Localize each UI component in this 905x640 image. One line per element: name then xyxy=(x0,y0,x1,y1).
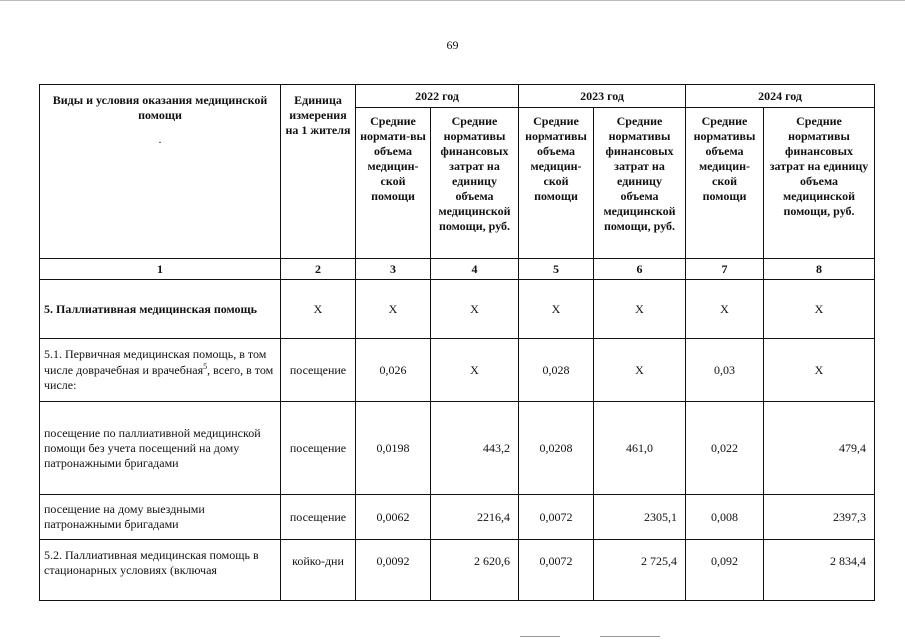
column-number: 1 xyxy=(40,259,281,280)
column-number: 3 xyxy=(356,259,431,280)
cell-unit: койко-дни xyxy=(281,540,356,601)
cell-value: X xyxy=(519,280,594,339)
cell-value: 2 725,4 xyxy=(594,540,686,601)
cell-value: 0,026 xyxy=(356,339,431,402)
cell-value: 2397,3 xyxy=(764,495,875,540)
header-year-2023: 2023 год xyxy=(519,85,686,108)
cell-value: X xyxy=(594,339,686,402)
header-care-type xyxy=(40,85,281,259)
scan-mark xyxy=(520,636,560,637)
cell-value: 2305,1 xyxy=(594,495,686,540)
column-number: 8 xyxy=(764,259,875,280)
cell-value: 0,028 xyxy=(519,339,594,402)
column-number: 2 xyxy=(281,259,356,280)
header-care-type-dot: · xyxy=(158,135,162,149)
header-year-2024: 2024 год xyxy=(686,85,875,108)
header-cost-2023: Средние нормативы финансовых затрат на единицу объема медицинской помощи, руб. xyxy=(594,108,686,259)
row-label: посещение по паллиативной медицинской помощи без учета посещений на дому патронажными бригадами xyxy=(40,402,281,495)
cell-unit: посещение xyxy=(281,402,356,495)
scan-mark xyxy=(600,636,660,637)
table-row xyxy=(40,495,875,540)
cell-value: 0,022 xyxy=(686,402,764,495)
cell-value: 0,0208 xyxy=(519,402,594,495)
cell-value: 0,0072 xyxy=(519,495,594,540)
cell-value: 2 620,6 xyxy=(431,540,519,601)
cell-value: 2216,4 xyxy=(431,495,519,540)
table-row xyxy=(40,540,875,601)
table-row xyxy=(40,402,875,495)
row-label xyxy=(40,339,281,402)
cell-unit: посещение xyxy=(281,339,356,402)
header-cost-2024: Средние нормативы финансовых затрат на единицу объема медицинской помощи, руб. xyxy=(764,108,875,259)
cell-value: X xyxy=(356,280,431,339)
header-cost-2022: Средние нормативы финансовых затрат на единицу объема медицинской помощи, руб. xyxy=(431,108,519,259)
cell-value: 2 834,4 xyxy=(764,540,875,601)
row-label: 5.2. Паллиативная медицинская помощь в стационарных условиях (включая xyxy=(40,540,281,601)
cell-value: X xyxy=(686,280,764,339)
cell-value: X xyxy=(431,280,519,339)
cell-value: 0,0198 xyxy=(356,402,431,495)
row-label-text: 5.1. Первичная медицинская помощь, в том числе доврачебная и врачебная xyxy=(44,347,267,377)
header-row-years xyxy=(40,85,875,108)
cell-value: 0,0092 xyxy=(356,540,431,601)
cell-value: 0,03 xyxy=(686,339,764,402)
header-unit: Единица измерения на 1 жителя xyxy=(281,85,356,259)
page-number: 69 xyxy=(446,38,459,52)
row-label: посещение на дому выездными патронажными бригадами xyxy=(40,495,281,540)
header-volume-2022: Средние нормати-вы объема медицин-ской помощи xyxy=(356,108,431,259)
cell-value: X xyxy=(281,280,356,339)
cell-value: X xyxy=(764,339,875,402)
top-scan-edge xyxy=(0,0,905,1)
header-volume-2023: Средние нормативы объема медицин-ской помощи xyxy=(519,108,594,259)
row-label-tail: , всего, в том числе: xyxy=(44,363,274,392)
footnote-marker: 5 xyxy=(203,362,208,371)
cell-value: 0,092 xyxy=(686,540,764,601)
cell-value: X xyxy=(594,280,686,339)
cell-value: 443,2 xyxy=(431,402,519,495)
cell-value: 0,0072 xyxy=(519,540,594,601)
column-number: 7 xyxy=(686,259,764,280)
header-year-2022: 2022 год xyxy=(356,85,519,108)
cell-value: X xyxy=(431,339,519,402)
column-number: 5 xyxy=(519,259,594,280)
cell-value: 461,0 xyxy=(594,402,686,495)
cell-value: 0,0062 xyxy=(356,495,431,540)
header-volume-2024: Средние нормативы объема медицин-ской помощи xyxy=(686,108,764,259)
medical-care-norms-table xyxy=(39,84,875,601)
column-number: 6 xyxy=(594,259,686,280)
cell-value: 0,008 xyxy=(686,495,764,540)
cell-value: 479,4 xyxy=(764,402,875,495)
table-row xyxy=(40,339,875,402)
cell-value: X xyxy=(764,280,875,339)
column-number-row xyxy=(40,259,875,280)
table-row xyxy=(40,280,875,339)
cell-unit: посещение xyxy=(281,495,356,540)
column-number: 4 xyxy=(431,259,519,280)
row-label: 5. Паллиативная медицинская помощь xyxy=(40,280,281,339)
header-care-type-label: Виды и условия оказания медицинской помощи xyxy=(52,93,268,122)
